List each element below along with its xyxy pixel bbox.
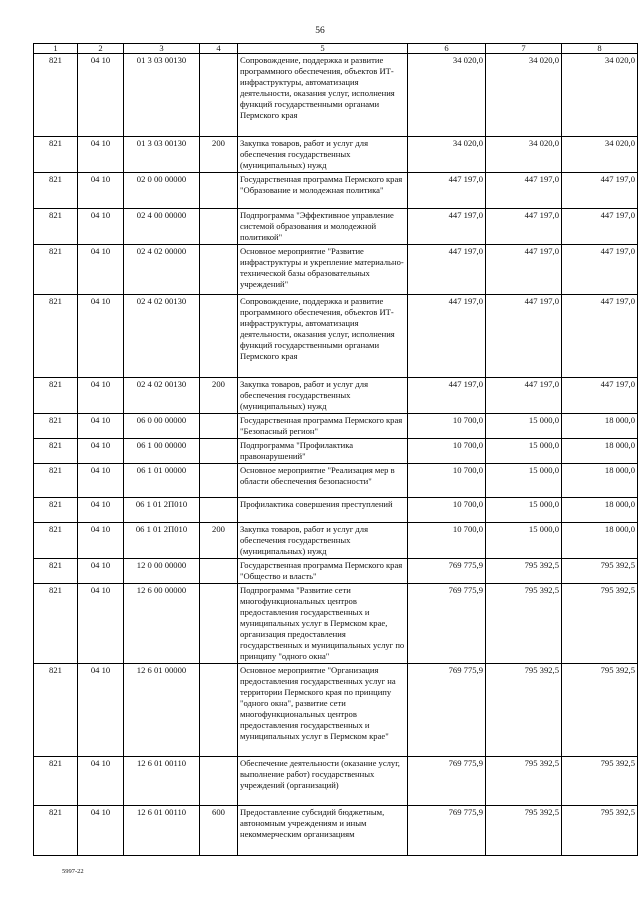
column-number: 4 bbox=[200, 44, 238, 54]
expense-type-code-cell bbox=[200, 559, 238, 584]
expense-type-code-cell: 200 bbox=[200, 137, 238, 173]
admin-code-cell: 821 bbox=[34, 137, 78, 173]
admin-code-cell: 821 bbox=[34, 173, 78, 209]
admin-code-cell: 821 bbox=[34, 439, 78, 464]
amount-cell: 18 000,0 bbox=[562, 414, 638, 439]
target-item-code-cell: 02 0 00 00000 bbox=[124, 173, 200, 209]
column-number: 5 bbox=[238, 44, 408, 54]
table-row bbox=[34, 209, 638, 245]
amount-cell: 447 197,0 bbox=[408, 245, 486, 295]
target-item-code-cell: 12 6 01 00110 bbox=[124, 806, 200, 856]
amount-cell: 10 700,0 bbox=[408, 523, 486, 559]
expense-type-code-cell bbox=[200, 173, 238, 209]
amount-cell: 15 000,0 bbox=[486, 523, 562, 559]
target-item-code-cell: 12 6 00 00000 bbox=[124, 584, 200, 664]
expense-type-code-cell: 600 bbox=[200, 806, 238, 856]
admin-code-cell: 821 bbox=[34, 209, 78, 245]
amount-cell: 447 197,0 bbox=[562, 209, 638, 245]
amount-cell: 447 197,0 bbox=[408, 209, 486, 245]
column-number: 8 bbox=[562, 44, 638, 54]
admin-code-cell: 821 bbox=[34, 498, 78, 523]
amount-cell: 795 392,5 bbox=[562, 757, 638, 806]
amount-cell: 447 197,0 bbox=[562, 295, 638, 378]
amount-cell: 769 775,9 bbox=[408, 559, 486, 584]
amount-cell: 795 392,5 bbox=[486, 664, 562, 757]
section-code-cell: 04 10 bbox=[78, 245, 124, 295]
target-item-code-cell: 12 6 01 00110 bbox=[124, 757, 200, 806]
expense-type-code-cell bbox=[200, 245, 238, 295]
item-name-cell: Подпрограмма "Эффективное управление системой образования и молодежной политикой" bbox=[238, 209, 408, 245]
admin-code-cell: 821 bbox=[34, 464, 78, 498]
admin-code-cell: 821 bbox=[34, 378, 78, 414]
amount-cell: 15 000,0 bbox=[486, 439, 562, 464]
expense-type-code-cell: 200 bbox=[200, 378, 238, 414]
amount-cell: 447 197,0 bbox=[486, 378, 562, 414]
item-name-cell: Предоставление субсидий бюджетным, автономным учреждениям и иным некоммерческим организациям bbox=[238, 806, 408, 856]
target-item-code-cell: 12 6 01 00000 bbox=[124, 664, 200, 757]
expense-type-code-cell bbox=[200, 54, 238, 137]
section-code-cell: 04 10 bbox=[78, 523, 124, 559]
amount-cell: 769 775,9 bbox=[408, 806, 486, 856]
target-item-code-cell: 06 1 01 2П010 bbox=[124, 498, 200, 523]
amount-cell: 447 197,0 bbox=[486, 209, 562, 245]
target-item-code-cell: 02 4 02 00130 bbox=[124, 378, 200, 414]
section-code-cell: 04 10 bbox=[78, 54, 124, 137]
item-name-cell: Сопровождение, поддержка и развитие программного обеспечения, объектов ИТ-инфраструктуры, автоматизация деятельности, оказания услуг, исполнения функций государственными органами Пермского края bbox=[238, 295, 408, 378]
amount-cell: 795 392,5 bbox=[562, 664, 638, 757]
amount-cell: 10 700,0 bbox=[408, 439, 486, 464]
section-code-cell: 04 10 bbox=[78, 209, 124, 245]
expense-type-code-cell bbox=[200, 414, 238, 439]
amount-cell: 447 197,0 bbox=[408, 173, 486, 209]
amount-cell: 34 020,0 bbox=[408, 137, 486, 173]
target-item-code-cell: 06 1 01 2П010 bbox=[124, 523, 200, 559]
table-row bbox=[34, 806, 638, 856]
section-code-cell: 04 10 bbox=[78, 757, 124, 806]
item-name-cell: Основное мероприятие "Реализация мер в области обеспечения безопасности" bbox=[238, 464, 408, 498]
target-item-code-cell: 06 0 00 00000 bbox=[124, 414, 200, 439]
amount-cell: 447 197,0 bbox=[486, 245, 562, 295]
section-code-cell: 04 10 bbox=[78, 439, 124, 464]
admin-code-cell: 821 bbox=[34, 414, 78, 439]
target-item-code-cell: 01 3 03 00130 bbox=[124, 54, 200, 137]
item-name-cell: Основное мероприятие "Организация предоставления государственных услуг на территории Пермского края по принципу "одного окна", развитие сети многофункциональных центров предоставления государственных и муниципальных услуг в Пермском крае" bbox=[238, 664, 408, 757]
amount-cell: 18 000,0 bbox=[562, 464, 638, 498]
amount-cell: 34 020,0 bbox=[486, 54, 562, 137]
admin-code-cell: 821 bbox=[34, 806, 78, 856]
item-name-cell: Подпрограмма "Развитие сети многофункциональных центров предоставления государственных и муниципальных услуг в Пермском крае, организация предоставления государственных и муниципальных услуг по принципу "одного окна" bbox=[238, 584, 408, 664]
item-name-cell: Сопровождение, поддержка и развитие программного обеспечения, объектов ИТ-инфраструктуры, автоматизация деятельности, оказания услуг, исполнения функций государственными органами Пермского края bbox=[238, 54, 408, 137]
table-row bbox=[34, 559, 638, 584]
column-number: 1 bbox=[34, 44, 78, 54]
amount-cell: 18 000,0 bbox=[562, 498, 638, 523]
section-code-cell: 04 10 bbox=[78, 664, 124, 757]
budget-table bbox=[33, 43, 638, 856]
amount-cell: 34 020,0 bbox=[562, 54, 638, 137]
section-code-cell: 04 10 bbox=[78, 137, 124, 173]
amount-cell: 795 392,5 bbox=[562, 584, 638, 664]
item-name-cell: Подпрограмма "Профилактика правонарушений" bbox=[238, 439, 408, 464]
amount-cell: 795 392,5 bbox=[486, 584, 562, 664]
target-item-code-cell: 02 4 02 00000 bbox=[124, 245, 200, 295]
section-code-cell: 04 10 bbox=[78, 378, 124, 414]
target-item-code-cell: 02 4 02 00130 bbox=[124, 295, 200, 378]
expense-type-code-cell bbox=[200, 439, 238, 464]
item-name-cell: Государственная программа Пермского края "Безопасный регион" bbox=[238, 414, 408, 439]
item-name-cell: Государственная программа Пермского края "Образование и молодежная политика" bbox=[238, 173, 408, 209]
page-number: 56 bbox=[315, 26, 325, 36]
item-name-cell: Обеспечение деятельности (оказание услуг, выполнение работ) государственных учреждений (организаций) bbox=[238, 757, 408, 806]
admin-code-cell: 821 bbox=[34, 295, 78, 378]
amount-cell: 447 197,0 bbox=[562, 173, 638, 209]
table-row bbox=[34, 54, 638, 137]
table-row bbox=[34, 173, 638, 209]
table-row bbox=[34, 439, 638, 464]
column-number: 2 bbox=[78, 44, 124, 54]
section-code-cell: 04 10 bbox=[78, 295, 124, 378]
amount-cell: 10 700,0 bbox=[408, 414, 486, 439]
amount-cell: 769 775,9 bbox=[408, 664, 486, 757]
amount-cell: 447 197,0 bbox=[486, 173, 562, 209]
amount-cell: 18 000,0 bbox=[562, 439, 638, 464]
admin-code-cell: 821 bbox=[34, 245, 78, 295]
admin-code-cell: 821 bbox=[34, 54, 78, 137]
expense-type-code-cell bbox=[200, 584, 238, 664]
amount-cell: 447 197,0 bbox=[562, 378, 638, 414]
amount-cell: 769 775,9 bbox=[408, 584, 486, 664]
expense-type-code-cell bbox=[200, 757, 238, 806]
amount-cell: 15 000,0 bbox=[486, 498, 562, 523]
footer-code: 5997-22 bbox=[62, 868, 84, 875]
admin-code-cell: 821 bbox=[34, 559, 78, 584]
target-item-code-cell: 12 0 00 00000 bbox=[124, 559, 200, 584]
table-row bbox=[34, 757, 638, 806]
amount-cell: 795 392,5 bbox=[486, 806, 562, 856]
expense-type-code-cell bbox=[200, 464, 238, 498]
amount-cell: 34 020,0 bbox=[486, 137, 562, 173]
table-row bbox=[34, 378, 638, 414]
item-name-cell: Закупка товаров, работ и услуг для обеспечения государственных (муниципальных) нужд bbox=[238, 378, 408, 414]
admin-code-cell: 821 bbox=[34, 523, 78, 559]
section-code-cell: 04 10 bbox=[78, 559, 124, 584]
target-item-code-cell: 06 1 01 00000 bbox=[124, 464, 200, 498]
table-row bbox=[34, 295, 638, 378]
target-item-code-cell: 02 4 00 00000 bbox=[124, 209, 200, 245]
column-number: 7 bbox=[486, 44, 562, 54]
column-number: 6 bbox=[408, 44, 486, 54]
amount-cell: 795 392,5 bbox=[486, 757, 562, 806]
amount-cell: 795 392,5 bbox=[562, 559, 638, 584]
amount-cell: 15 000,0 bbox=[486, 464, 562, 498]
amount-cell: 34 020,0 bbox=[562, 137, 638, 173]
table-row bbox=[34, 245, 638, 295]
amount-cell: 10 700,0 bbox=[408, 464, 486, 498]
amount-cell: 447 197,0 bbox=[486, 295, 562, 378]
expense-type-code-cell bbox=[200, 209, 238, 245]
admin-code-cell: 821 bbox=[34, 664, 78, 757]
section-code-cell: 04 10 bbox=[78, 498, 124, 523]
amount-cell: 447 197,0 bbox=[562, 245, 638, 295]
table-row bbox=[34, 137, 638, 173]
amount-cell: 34 020,0 bbox=[408, 54, 486, 137]
table-row bbox=[34, 523, 638, 559]
section-code-cell: 04 10 bbox=[78, 173, 124, 209]
column-number-row bbox=[34, 44, 638, 54]
column-number: 3 bbox=[124, 44, 200, 54]
amount-cell: 795 392,5 bbox=[562, 806, 638, 856]
target-item-code-cell: 06 1 00 00000 bbox=[124, 439, 200, 464]
expense-type-code-cell: 200 bbox=[200, 523, 238, 559]
expense-type-code-cell bbox=[200, 295, 238, 378]
item-name-cell: Профилактика совершения преступлений bbox=[238, 498, 408, 523]
expense-type-code-cell bbox=[200, 498, 238, 523]
admin-code-cell: 821 bbox=[34, 584, 78, 664]
amount-cell: 10 700,0 bbox=[408, 498, 486, 523]
table-row bbox=[34, 664, 638, 757]
table-row bbox=[34, 414, 638, 439]
admin-code-cell: 821 bbox=[34, 757, 78, 806]
item-name-cell: Закупка товаров, работ и услуг для обеспечения государственных (муниципальных) нужд bbox=[238, 137, 408, 173]
table-row bbox=[34, 498, 638, 523]
item-name-cell: Основное мероприятие "Развитие инфраструктуры и укрепление материально-технической базы образовательных учреждений" bbox=[238, 245, 408, 295]
section-code-cell: 04 10 bbox=[78, 584, 124, 664]
target-item-code-cell: 01 3 03 00130 bbox=[124, 137, 200, 173]
amount-cell: 447 197,0 bbox=[408, 378, 486, 414]
item-name-cell: Государственная программа Пермского края "Общество и власть" bbox=[238, 559, 408, 584]
amount-cell: 769 775,9 bbox=[408, 757, 486, 806]
table-row bbox=[34, 464, 638, 498]
section-code-cell: 04 10 bbox=[78, 414, 124, 439]
section-code-cell: 04 10 bbox=[78, 806, 124, 856]
item-name-cell: Закупка товаров, работ и услуг для обеспечения государственных (муниципальных) нужд bbox=[238, 523, 408, 559]
amount-cell: 18 000,0 bbox=[562, 523, 638, 559]
table-row bbox=[34, 584, 638, 664]
budget-table-body bbox=[34, 54, 638, 856]
amount-cell: 795 392,5 bbox=[486, 559, 562, 584]
expense-type-code-cell bbox=[200, 664, 238, 757]
amount-cell: 15 000,0 bbox=[486, 414, 562, 439]
amount-cell: 447 197,0 bbox=[408, 295, 486, 378]
section-code-cell: 04 10 bbox=[78, 464, 124, 498]
